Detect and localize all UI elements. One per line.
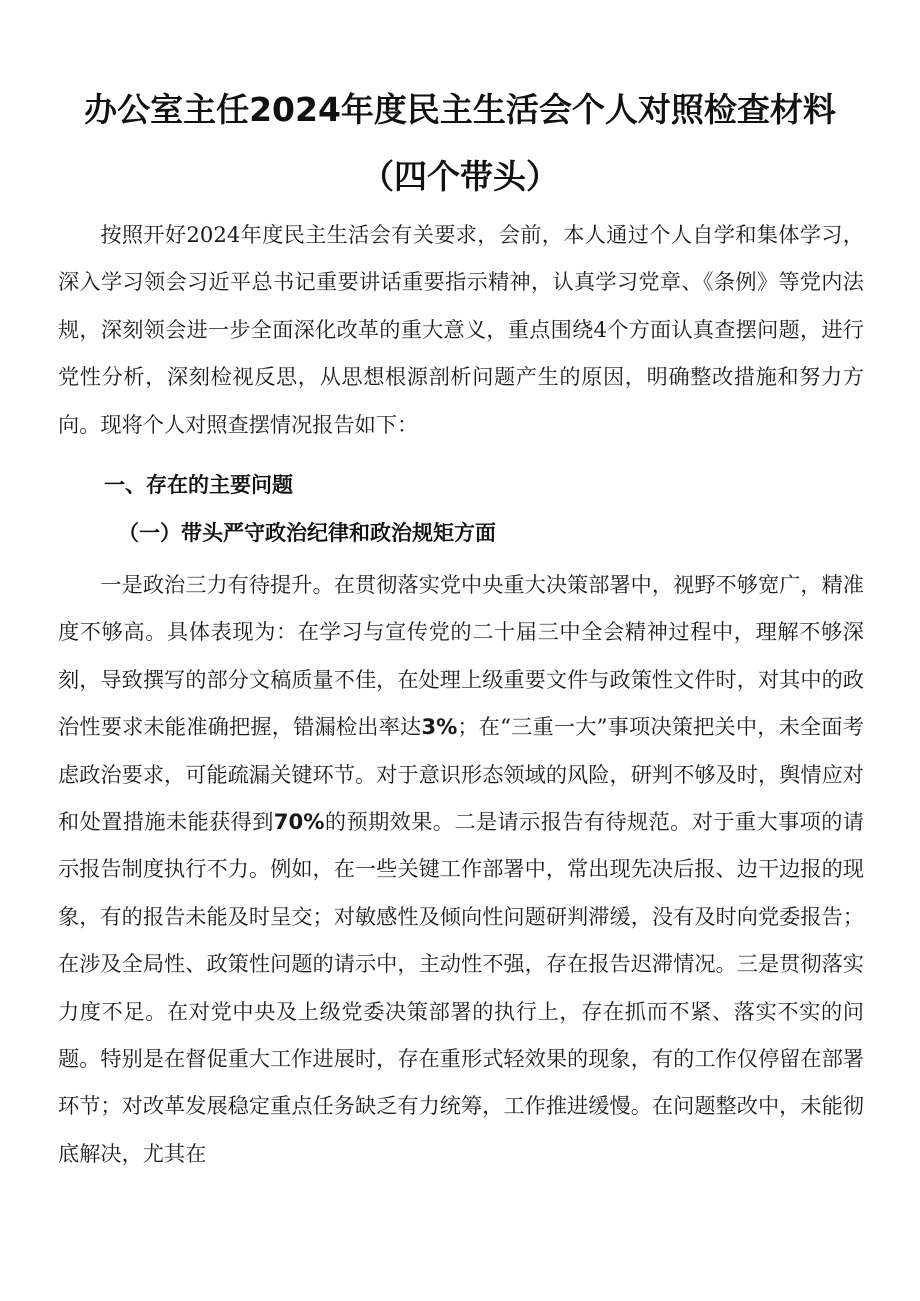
body-text-segment: 的预期效果。二是请示报告有待规范。对于重大事项的请示报告制度执行不力。例如，在一些关键工作部署中，常出现先决后报、边干边报的现象，有的报告未能及时呈交；对敏感性及倾向性问题研判滞缓，没有及时向党委报告；在涉及全局性、政策性问题的请示中，主动性不强，存在报告迟滞情况。三是贯彻落实力度不足。在对党中央及上级党委决策部署的执行上，存在抓而不紧、落实不实的问题。特别是在督促重大工作进展时，存在重形式轻效果的现象，有的工作仅停留在部署环节；对改革发展稳定重点任务缺乏有力统筹，工作推进缓慢。在问题整改中，未能彻底解决，尤其在 bbox=[58, 809, 864, 1166]
intro-paragraph: 按照开好2024年度民主生活会有关要求，会前，本人通过个人自学和集体学习，深入学习领会习近平总书记重要讲话重要指示精神，认真学习党章、《条例》等党内法规，深刻领会进一步全面深化改革的重大意义，重点围绕4个方面认真查摆问题，进行党性分析，深刻检视反思，从思想根源剖析问题产生的原因，明确整改措施和努力方向。现将个人对照查摆情况报告如下： bbox=[58, 222, 864, 437]
error-rate-value: 3% bbox=[421, 714, 458, 740]
body-text-segment: ；在“三重一大”事项决策把关中，未全面考虑政治要求，可能疏漏关键环节。对于意识形态领域的风险，研判不够及时，舆情应对和处置措施未能获得到 bbox=[58, 714, 864, 835]
document-subtitle: （四个带头） bbox=[361, 157, 559, 196]
body-paragraph bbox=[58, 561, 864, 1177]
document-title: 办公室主任2024年度民主生活会个人对照检查材料 bbox=[84, 90, 836, 129]
body-text-segment: 一是政治三力有待提升。在贯彻落实党中央重大决策部署中，视野不够宽广，精准度不够高。具体表现为：在学习与宣传党的二十届三中全会精神过程中，理解不够深刻，导致撰写的部分文稿质量不佳，在处理上级重要文件与政策性文件时，对其中的政治性要求未能准确把握，错漏检出率达 bbox=[58, 572, 864, 740]
subsection-heading: （一）带头严守政治纪律和政治规矩方面 bbox=[118, 521, 496, 545]
section-heading: 一、存在的主要问题 bbox=[104, 473, 293, 497]
expected-effect-value: 70% bbox=[273, 809, 325, 835]
